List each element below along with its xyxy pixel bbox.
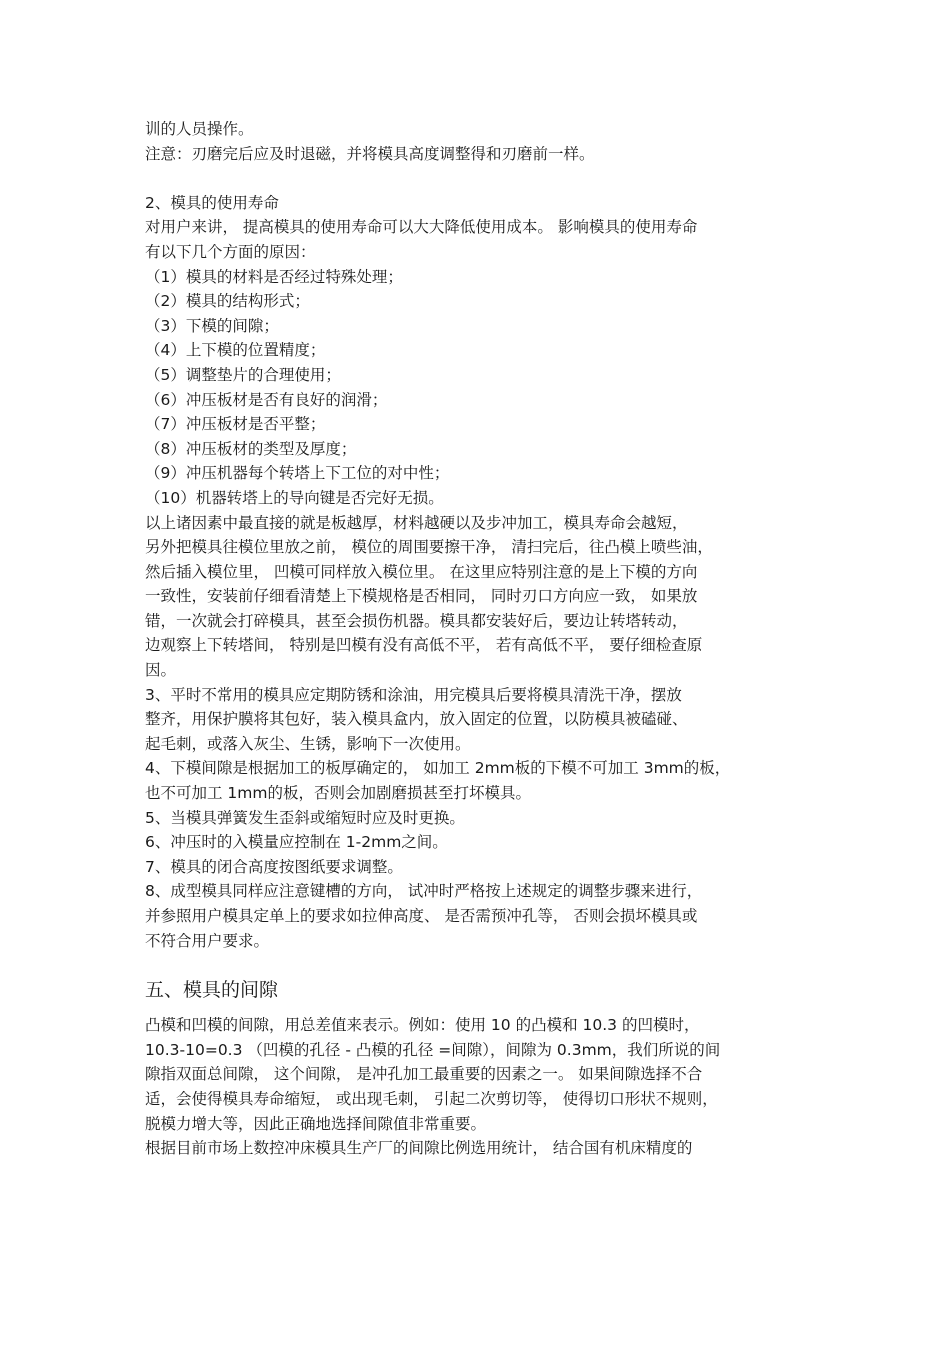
- blank-line: [145, 953, 810, 967]
- text-line: 另外把模具往模位里放之前， 模位的周围要擦干净， 清扫完后，往凸模上喷些油，: [145, 538, 713, 557]
- text-line: 错，一次就会打碎模具，甚至会损伤机器。模具都安装好后，要边让转塔转动，: [145, 611, 688, 630]
- text-line: 不符合用户要求。: [145, 931, 270, 950]
- text-line: （9）冲压机器每个转塔上下工位的对中性；: [145, 464, 450, 483]
- text-line: 并参照用户模具定单上的要求如拉伸高度、 是否需预冲孔等， 否则会损坏模具或: [145, 907, 698, 925]
- text-line: 边观察上下转塔间， 特别是凹模有没有高低不平， 若有高低不平， 要仔细检查原: [145, 636, 703, 655]
- text-line: 起毛刺，或落入灰尘、生锈，影响下一次使用。: [145, 734, 471, 753]
- text-line: （2）模具的结构形式；: [145, 292, 310, 311]
- text-block-clearance: [145, 1013, 810, 1161]
- text-line: （8）冲压板材的类型及厚度；: [145, 439, 357, 458]
- section-heading: 五、模具的间隙: [145, 979, 279, 1002]
- text-line: 训的人员操作。: [145, 120, 254, 138]
- text-line: 整齐，用保护膜将其包好，装入模具盒内，放入固定的位置，以防模具被磕碰、: [145, 710, 688, 729]
- text-line: （3）下模的间隙；: [145, 316, 279, 335]
- text-line: （10）机器转塔上的导向键是否完好无损。: [145, 488, 444, 507]
- text-line: 6、冲压时的入模量应控制在 1-2mm之间。: [145, 833, 448, 852]
- blank-line: [145, 166, 810, 191]
- text-line: 脱模力增大等，因此正确地选择间隙值非常重要。: [145, 1114, 487, 1133]
- text-block-intro: [145, 117, 810, 166]
- text-line: 3、平时不常用的模具应定期防锈和涂油，用完模具后要将模具清洗干净，摆放: [145, 685, 682, 704]
- text-line: （6）冲压板材是否有良好的润滑；: [145, 390, 388, 409]
- text-line: 隙指双面总间隙， 这个间隙， 是冲孔加工最重要的因素之一。 如果间隙选择不合: [145, 1065, 703, 1084]
- text-line: 以上诸因素中最直接的就是板越厚，材料越硬以及步冲加工，模具寿命会越短，: [145, 513, 688, 532]
- text-line: 一致性，安装前仔细看清楚上下模规格是否相同， 同时刃口方向应一致， 如果放: [145, 587, 698, 606]
- text-line: 2、模具的使用寿命: [145, 193, 279, 212]
- text-block-service-life: [145, 191, 810, 953]
- text-line: （4）上下模的位置精度；: [145, 341, 326, 360]
- document-page: [145, 117, 810, 1161]
- text-line: 也不可加工 1mm的板，否则会加剧磨损甚至打坏模具。: [145, 784, 531, 803]
- text-line: （1）模具的材料是否经过特殊处理；: [145, 267, 403, 286]
- text-line: 4、下模间隙是根据加工的板厚确定的， 如加工 2mm板的下模不可加工 3mm的板，: [145, 759, 731, 778]
- text-line: 7、模具的闭合高度按图纸要求调整。: [145, 857, 403, 876]
- text-line: 8、成型模具同样应注意键槽的方向， 试冲时严格按上述规定的调整步骤来进行，: [145, 882, 703, 901]
- text-line: 然后插入模位里， 凹模可同样放入模位里。 在这里应特别注意的是上下模的方向: [145, 562, 698, 581]
- text-line: 对用户来讲， 提高模具的使用寿命可以大大降低使用成本。 影响模具的使用寿命: [145, 218, 698, 237]
- text-line: 根据目前市场上数控冲床模具生产厂的间隙比例选用统计， 结合国有机床精度的: [145, 1139, 693, 1158]
- text-line: 10.3-10=0.3 （凹模的孔径 - 凸模的孔径 =间隙），间隙为 0.3mm，我们所说的间: [145, 1040, 721, 1059]
- text-line: 有以下几个方面的原因：: [145, 242, 316, 261]
- text-line: 因。: [145, 661, 177, 680]
- text-line: 适，会使得模具寿命缩短， 或出现毛刺， 引起二次剪切等， 使得切口形状不规则，: [145, 1089, 718, 1108]
- text-line: 凸模和凹模的间隙，用总差值来表示。例如：使用 10 的凸模和 10.3 的凹模时，: [145, 1016, 700, 1035]
- text-line: （5）调整垫片的合理使用；: [145, 365, 341, 384]
- text-line: 注意：刃磨完后应及时退磁，并将模具高度调整得和刃磨前一样。: [145, 144, 595, 163]
- text-line: 5、当模具弹簧发生歪斜或缩短时应及时更换。: [145, 808, 465, 827]
- text-line: （7）冲压板材是否平整；: [145, 415, 326, 434]
